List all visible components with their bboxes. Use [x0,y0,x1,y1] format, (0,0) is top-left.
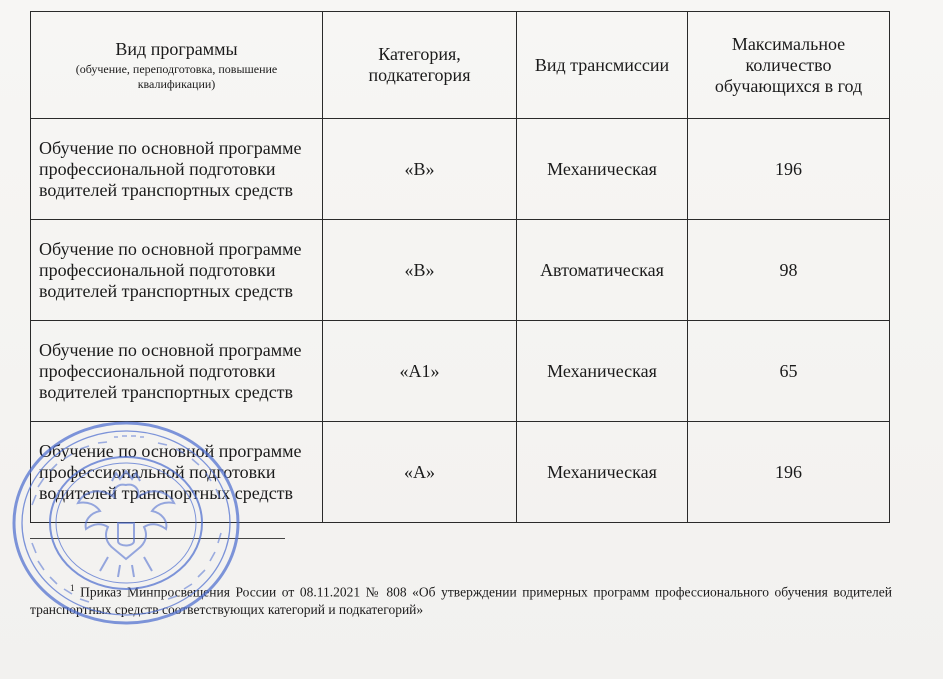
header-program-type [31,12,323,119]
cell-category: «A1» [323,321,517,422]
header-program-note: (обучение, переподготовка, повышение квалификации) [75,61,278,91]
cell-transmission: Автоматическая [517,220,688,321]
footnote-marker: 1 [70,583,75,593]
cell-category: «B» [323,220,517,321]
cell-category: «A» [323,422,517,523]
table-header-row [31,12,890,119]
cell-program: Обучение по основной программе профессиональной подготовки водителей транспортных средств [31,422,323,523]
header-transmission: Вид трансмиссии [517,12,688,119]
cell-transmission: Механическая [517,321,688,422]
programs-table [30,11,890,523]
cell-transmission: Механическая [517,422,688,523]
header-category: Категория, подкатегория [323,12,517,119]
cell-category: «B» [323,119,517,220]
cell-max-students: 196 [688,119,890,220]
footnote-divider [30,538,285,539]
table-row [31,220,890,321]
cell-max-students: 65 [688,321,890,422]
header-max-students: Максимальное количество обучающихся в год [688,12,890,119]
footnote [30,580,892,618]
cell-program: Обучение по основной программе профессиональной подготовки водителей транспортных средств [31,321,323,422]
cell-program: Обучение по основной программе профессиональной подготовки водителей транспортных средств [31,220,323,321]
table-row [31,422,890,523]
footnote-text: Приказ Минпросвещения России от 08.11.2021 № 808 «Об утверждении примерных программ профессионального обучения водителей транспортных средств соответствующих категорий и подкатегорий» [30,584,893,617]
table-row [31,119,890,220]
cell-max-students: 196 [688,422,890,523]
cell-transmission: Механическая [517,119,688,220]
cell-program: Обучение по основной программе профессиональной подготовки водителей транспортных средств [31,119,323,220]
header-program-label: Вид программы [115,38,238,59]
cell-max-students: 98 [688,220,890,321]
table-row [31,321,890,422]
